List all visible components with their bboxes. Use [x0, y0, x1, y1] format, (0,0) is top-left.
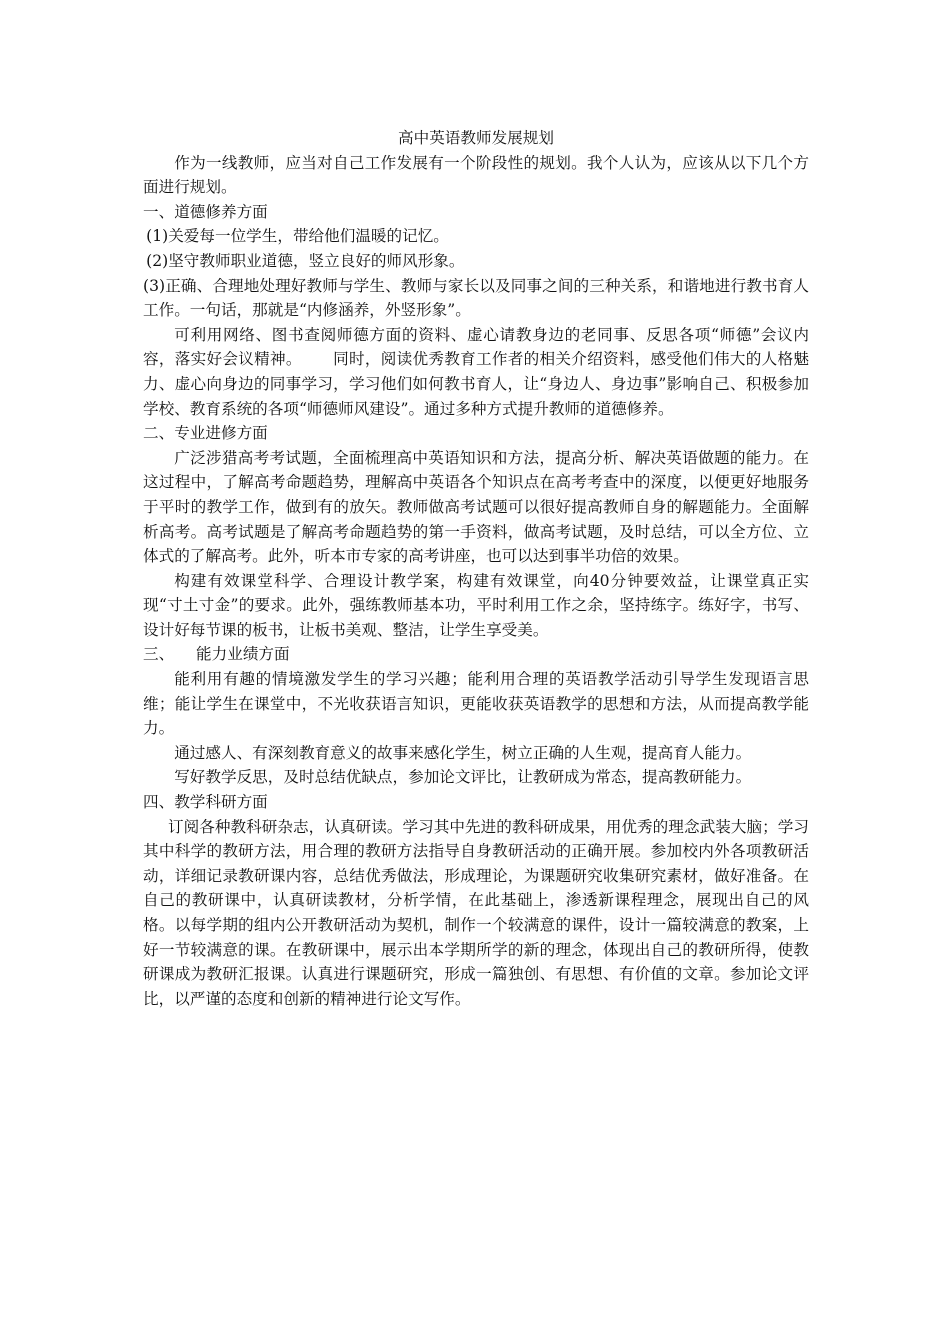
- section-heading-ability: [143, 642, 809, 667]
- moral-paragraph-part-b: 同时，阅读优秀教育工作者的相关介绍资料，感受他们伟大的人格魅力、虚心向身边的同事学习，学习他们如何教书育人，让“身边人、身边事”影响自己、积极参加学校、教育系统的各项“师德师风建设”。通过多种方式提升教师的道德修养。: [143, 350, 809, 418]
- professional-paragraph: 构建有效课堂科学、合理设计教学案，构建有效课堂，向40分钟要效益，让课堂真正实现“寸土寸金”的要求。此外，强练教师基本功，平时利用工作之余，坚持练字。练好字，书写、设计好每节课的板书，让板书美观、整洁，让学生享受美。: [143, 571, 809, 639]
- section-heading-moral: 一、道德修养方面: [143, 202, 268, 221]
- moral-paragraph-part-a: 可利用网络、图书查阅师德方面的资料、虚心请教身边的老同事、反思各项“师德”会议内容，落实好会议精神。: [143, 325, 809, 369]
- professional-paragraph: 广泛涉猎高考考试题，全面梳理高中英语知识和方法，提高分析、解决英语做题的能力。在这过程中，了解高考命题趋势，理解高中英语各个知识点在高考考查中的深度，以便更好地服务于平时的教学工作，做到有的放矢。教师做高考试题可以很好提高教师自身的解题能力。全面解析高考。高考试题是了解高考命题趋势的第一手资料，做高考试题，及时总结，可以全方位、立体式的了解高考。此外，听本市专家的高考讲座，也可以达到事半功倍的效果。: [143, 448, 809, 566]
- section-number: 三、: [143, 645, 175, 664]
- list-item: (3)正确、合理地处理好教师与学生、教师与家长以及同事之间的三种关系，和谐地进行教书育人工作。一句话，那就是“内修涵养，外竖形象”。: [143, 276, 809, 320]
- list-item: (2)坚守教师职业道德，竖立良好的师风形象。: [146, 251, 465, 270]
- ability-paragraph: 通过感人、有深刻教育意义的故事来感化学生，树立正确的人生观，提高育人能力。: [174, 743, 752, 762]
- section-heading-research: 四、教学科研方面: [143, 793, 268, 812]
- moral-paragraph: [143, 323, 809, 421]
- ability-paragraph: 能利用有趣的情境激发学生的学习兴趣；能利用合理的英语教学活动引导学生发现语言思维；能让学生在课堂中，不光收获语言知识，更能收获英语教学的思想和方法，从而提高教学能力。: [143, 670, 809, 738]
- intro-paragraph: 作为一线教师，应当对自己工作发展有一个阶段性的规划。我个人认为，应该从以下几个方面进行规划。: [143, 153, 809, 197]
- document-body: [143, 126, 809, 1011]
- research-paragraph: 订阅各种教科研杂志，认真研读。学习其中先进的教科研成果，用优秀的理念武装大脑；学习其中科学的教研方法，用合理的教研方法指导自身教研活动的正确开展。参加校内外各项教研活动，详细记录教研课内容，总结优秀做法，形成理论，为课题研究收集研究素材，做好准备。在自己的教研课中，认真研读教材，分析学情，在此基础上，渗透新课程理念，展现出自己的风格。以每学期的组内公开教研活动为契机，制作一个较满意的课件，设计一篇较满意的教案，上好一节较满意的课。在教研课中，展示出本学期所学的新的理念，体现出自己的教研所得，使教研课成为教研汇报课。认真进行课题研究，形成一篇独创、有思想、有价值的文章。参加论文评比，以严谨的态度和创新的精神进行论文写作。: [143, 817, 809, 1008]
- list-item: (1)关爱每一位学生，带给他们温暖的记忆。: [146, 227, 449, 246]
- document-title: 高中英语教师发展规划: [398, 129, 554, 147]
- section-heading-professional: 二、专业进修方面: [143, 424, 268, 443]
- ability-paragraph: 写好教学反思，及时总结优缺点，参加论文评比，让教研成为常态，提高教研能力。: [174, 768, 752, 787]
- section-title: 能力业绩方面: [196, 645, 290, 664]
